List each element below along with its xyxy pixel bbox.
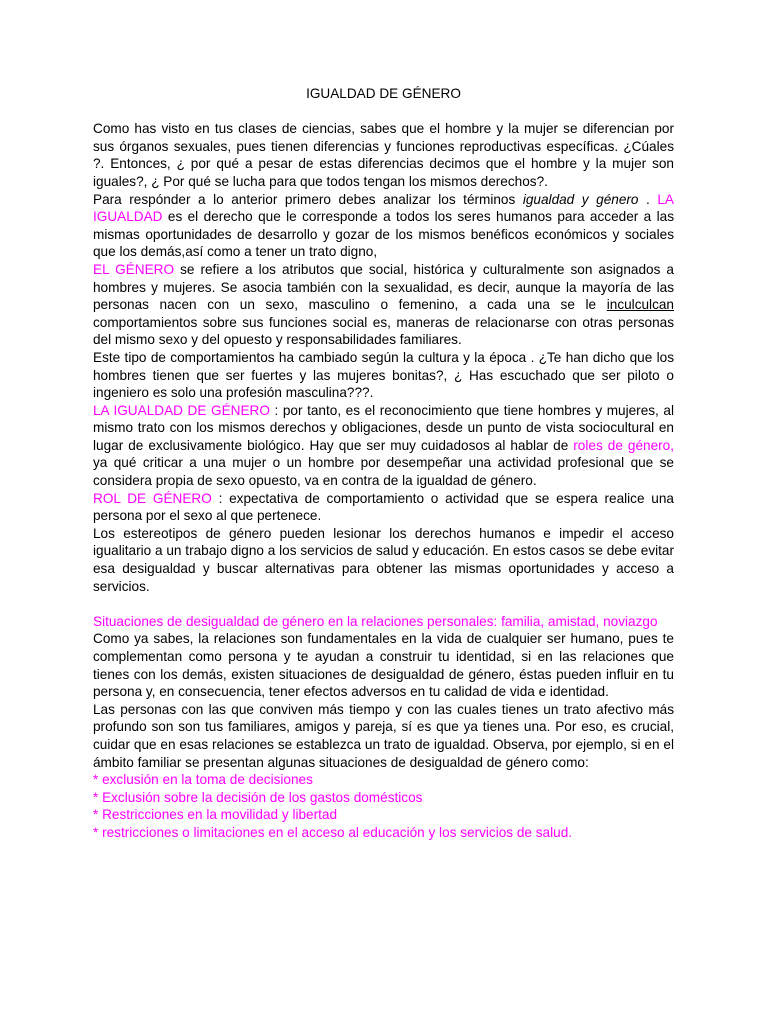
paragraph-intro: Como has visto en tus clases de ciencias, sabes que el hombre y la mujer se diferencian por sus órganos sexuales, pues tienen diferencias y funciones reproductivas específicas. ¿Cúales ?. Entonces, ¿ por qué a pesar de estas diferencias decimos que el hombre y la mujer son iguales?, ¿ Por qué se lucha para que todos tengan los mismos derechos?. — [93, 121, 674, 189]
situations-list — [93, 771, 674, 841]
section-subheading: Situaciones de desigualdad de género en la relaciones personales: familia, amistad, noviazgo — [93, 613, 658, 629]
paragraph-igualdad-de-genero — [93, 402, 674, 490]
term-roles-de-genero: roles de género, — [573, 437, 674, 453]
paragraph-personas: Las personas con las que conviven más tiempo y con las cuales tienes un trato afectivo más profundo son son tus familiares, amigos y pareja, sí es que ya tienes una. Por eso, es crucial, cuidar que en esas relaciones se establezca un trato de igualdad. Observa, por ejemplo, si en el ámbito familiar se presentan algunas situaciones de desigualdad de género como: — [93, 701, 674, 770]
list-item: * restricciones o limitaciones en el acceso al educación y los servicios de salud. — [93, 824, 573, 840]
text-run: Para respónder a lo anterior primero debes analizar los términos — [93, 191, 523, 207]
term-la-igualdad: LA IGUALDAD — [93, 191, 674, 225]
term-rol-de-genero: ROL DE GÉNERO — [93, 490, 212, 506]
document-page — [93, 85, 674, 842]
text-run: es el derecho que le corresponde a todos los seres humanos para acceder a las mismas oportunidades de desarrollo y gozar de los mismos benéficos económicos y sociales que los demás,así como a tener un trato digno, — [93, 209, 674, 260]
text-run: ya qué criticar a una mujer o un hombre por desempeñar una actividad profesional que se considera propia de sexo opuesto, va en contra de la igualdad de género. — [93, 455, 674, 489]
text-run: se refiere a los atributos que social, histórica y culturalmente son asignados a hombres y mujeres. Se asocia también con la sexualidad, es decir, aunque la mayoría de las personas nacen con un sexo, masculino o femenino, a cada una se le — [93, 261, 674, 313]
document-title: IGUALDAD DE GÉNERO — [306, 86, 461, 101]
text-run: . — [638, 191, 658, 207]
list-item: * exclusión en la toma de decisiones — [93, 772, 313, 788]
term-la-igualdad-de-genero: LA IGUALDAD DE GÉNERO — [93, 402, 270, 418]
paragraph-rol-de-genero — [93, 490, 674, 525]
paragraph-estereotipos: Los estereotipos de género pueden lesionar los derechos humanos e impedir el acceso igualitario a un trabajo digno a los servicios de salud y educación. En estos casos se debe evitar esa desigualdad y buscar alternativas para obtener las mismas oportunidades y acceso a servicios. — [93, 525, 674, 594]
underlined-word: inculculcan — [606, 297, 674, 313]
list-item: * Restricciones en la movilidad y libertad — [93, 807, 338, 823]
paragraph-relaciones: Como ya sabes, la relaciones son fundamentales en la vida de cualquier ser humano, pues te complementan como persona y te ayudan a construir tu identidad, si en las relaciones que tienes con los demás, existen situaciones de desigualdad de género, éstas pueden influir en tu persona y, en consecuencia, tener efectos adversos en tu calidad de vida e identidad. — [93, 631, 674, 700]
text-run: : expectativa de comportamiento o actividad que se espera realice una persona por el sexo al que pertenece. — [93, 490, 674, 524]
paragraph-comportamientos: Este tipo de comportamientos ha cambiado según la cultura y la época . ¿Te han dicho que los hombres tienen que ser fuertes y las mujeres bonitas?, ¿ Has escuchado que ser piloto o ingeniero es solo una profesión masculina???. — [93, 349, 674, 401]
text-run: : por tanto, es el reconocimiento que tiene hombres y mujeres, al mismo trato con los mismos derechos y obligaciones, desde un punto de vista sociocultural en lugar de exclusivamente biológico. Hay que ser muy cuidadosos al hablar de — [93, 402, 674, 453]
text-run: comportamientos sobre sus funciones social es, maneras de relacionarse con otras personas del mismo sexo y del opuesto y responsabilidades familiares. — [93, 314, 674, 348]
spacer — [93, 595, 674, 613]
paragraph-igualdad — [93, 191, 674, 261]
list-item: * Exclusión sobre la decisión de los gastos domésticos — [93, 789, 423, 805]
paragraph-genero — [93, 261, 674, 349]
italic-terms: igualdad y género — [522, 191, 639, 207]
term-el-genero: EL GÉNERO — [93, 261, 175, 277]
